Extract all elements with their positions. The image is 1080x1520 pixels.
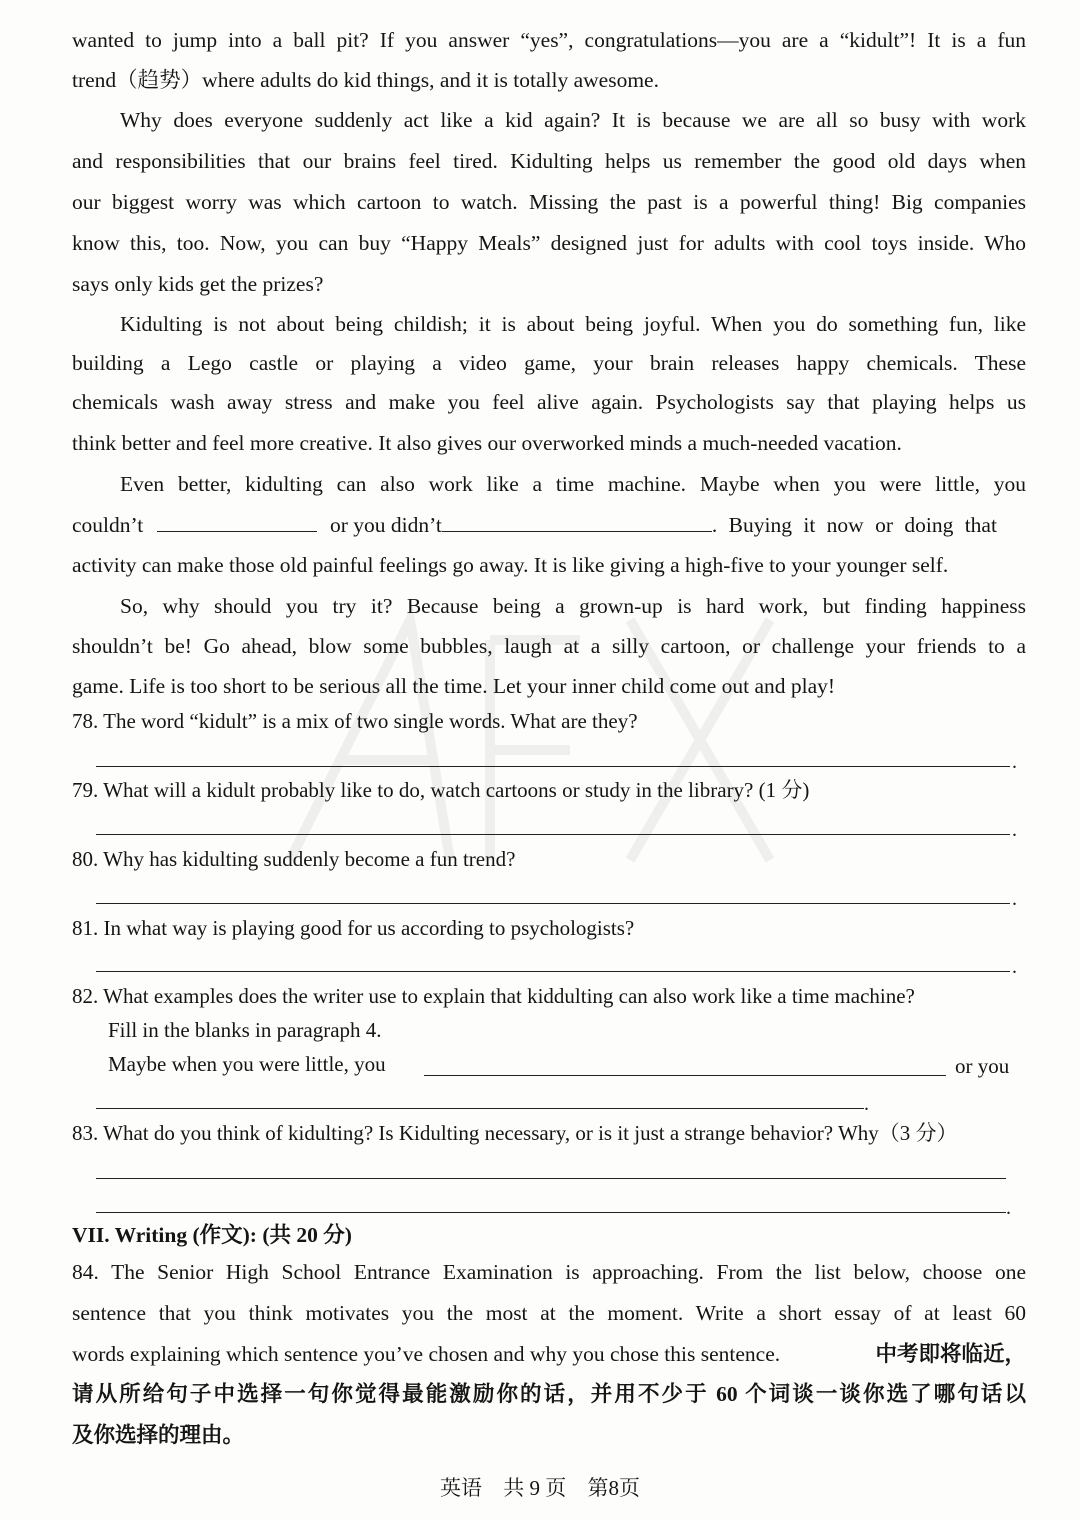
question-82-prompt: or you — [955, 1054, 1010, 1078]
question-84-line — [72, 1340, 1026, 1368]
question-84: 84. The Senior High School Entrance Examination is approaching. From the list below, choose one — [72, 1260, 1026, 1284]
passage-line: Why does everyone suddenly act like a kid again? It is because we are all so busy with work — [120, 108, 1026, 132]
passage-line: know this, too. Now, you can buy “Happy Meals” designed just for adults with cool toys inside. Who — [72, 231, 1026, 255]
passage-line: says only kids get the prizes? — [72, 272, 324, 296]
period-mark: . — [1006, 1197, 1011, 1219]
footer-subject: 英语 — [440, 1476, 482, 1500]
answer-blank-82a[interactable] — [424, 1075, 946, 1076]
passage-text: couldn’t — [72, 513, 144, 537]
passage-line: So, why should you try it? Because being a grown-up is hard work, but finding happiness — [120, 594, 1026, 618]
passage-blank-2 — [442, 511, 712, 532]
footer-page-number: 第8页 — [587, 1476, 640, 1500]
question-83: 83. What do you think of kidulting? Is Kidulting necessary, or is it just a strange behavior? Why（3 分） — [72, 1121, 958, 1145]
question-84-chinese-line: 请从所给句子中选择一句你觉得最能激励你的话，并用不少于 60 个词谈一谈你选了哪句话以 — [72, 1382, 1026, 1406]
question-84-chinese: 中考即将临近， — [875, 1342, 1026, 1366]
page-footer — [0, 1474, 1080, 1502]
passage-text: . Buying it now or doing that — [711, 513, 997, 537]
passage-line: think better and feel more creative. It also gives our overworked minds a much-needed vacation. — [72, 431, 902, 455]
period-mark: . — [1012, 819, 1017, 841]
passage-line: chemicals wash away stress and make you feel alive again. Psychologists say that playing helps us — [72, 390, 1026, 414]
passage-line: Kidulting is not about being childish; it is about being joyful. When you do something fun, like — [120, 312, 1026, 336]
passage-line: game. Life is too short to be serious all the time. Let your inner child come out and play! — [72, 674, 836, 698]
period-mark: . — [1012, 888, 1017, 910]
answer-line-78[interactable] — [96, 766, 1010, 767]
passage-line: activity can make those old painful feelings go away. It is like giving a high-five to your younger self. — [72, 553, 949, 577]
question-82-prompt: Maybe when you were little, you — [108, 1052, 386, 1076]
question-81: 81. In what way is playing good for us according to psychologists? — [72, 916, 635, 940]
passage-line: our biggest worry was which cartoon to watch. Missing the past is a powerful thing! Big companies — [72, 190, 1026, 214]
passage-line: wanted to jump into a ball pit? If you answer “yes”, congratulations—you are a “kidult”! It is a fun — [72, 28, 1026, 52]
passage-line: and responsibilities that our brains feel tired. Kidulting helps us remember the good old days when — [72, 149, 1026, 173]
answer-line-80[interactable] — [96, 903, 1010, 904]
period-mark: . — [1012, 751, 1017, 773]
question-82: 82. What examples does the writer use to explain that kiddulting can also work like a time machine? — [72, 984, 915, 1008]
answer-line-83a[interactable] — [96, 1178, 1006, 1179]
period-mark: . — [1012, 956, 1017, 978]
question-84-chinese-line: 及你选择的理由。 — [72, 1423, 245, 1447]
question-79: 79. What will a kidult probably like to do, watch cartoons or study in the library? (1 分) — [72, 778, 810, 802]
passage-blank-1 — [157, 511, 317, 532]
passage-line: building a Lego castle or playing a video game, your brain releases happy chemicals. These — [72, 351, 1026, 375]
question-78: 78. The word “kidult” is a mix of two single words. What are they? — [72, 709, 638, 733]
period-mark: . — [864, 1093, 869, 1115]
section-heading: VII. Writing (作文): (共 20 分) — [72, 1223, 352, 1247]
passage-line: trend（趋势）where adults do kid things, and it is totally awesome. — [72, 68, 659, 92]
question-82-instruction: Fill in the blanks in paragraph 4. — [108, 1018, 382, 1042]
passage-text: or you didn’t — [330, 513, 442, 537]
answer-line-81[interactable] — [96, 971, 1010, 972]
footer-total-pages: 共 9 页 — [503, 1476, 567, 1500]
answer-line-83b[interactable] — [96, 1212, 1006, 1213]
answer-blank-82b[interactable] — [96, 1108, 864, 1109]
question-84-line: sentence that you think motivates you the most at the moment. Write a short essay of at least 60 — [72, 1301, 1026, 1325]
passage-line-with-blanks — [72, 511, 1026, 539]
passage-line: shouldn’t be! Go ahead, blow some bubbles, laugh at a silly cartoon, or challenge your friends to a — [72, 634, 1026, 658]
passage-line: Even better, kidulting can also work like a time machine. Maybe when you were little, you — [120, 472, 1026, 496]
answer-line-79[interactable] — [96, 834, 1010, 835]
question-80: 80. Why has kidulting suddenly become a fun trend? — [72, 847, 516, 871]
question-84-text: words explaining which sentence you’ve chosen and why you chose this sentence. — [72, 1342, 781, 1366]
